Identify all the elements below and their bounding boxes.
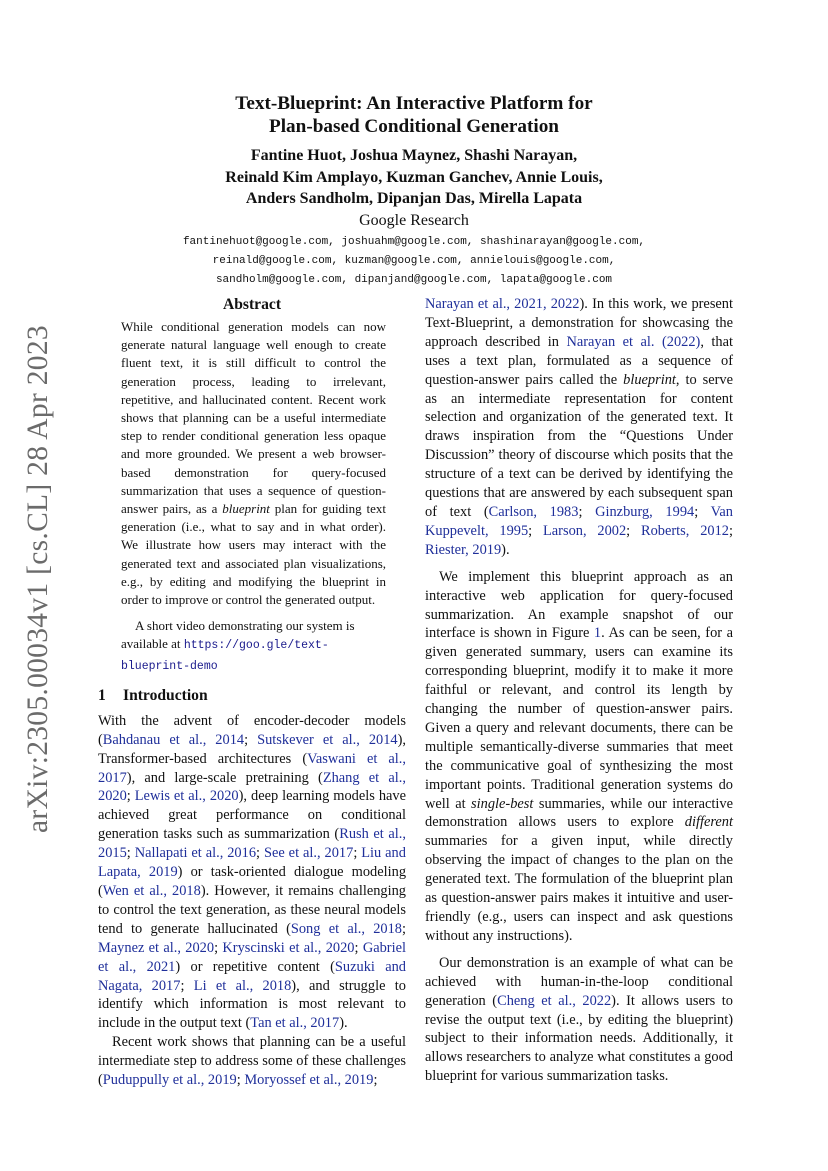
intro-paragraph-1 <box>98 712 406 1033</box>
email-line: fantinehuot@google.com, joshuahm@google.com, shashinarayan@google.com, <box>182 236 646 249</box>
body-text: ) or repetitive content ( <box>175 958 335 975</box>
body-text: ), and struggle to identify which information is most relevant to include in the output text ( <box>98 977 406 1032</box>
citation-link[interactable]: Li et al., 2018 <box>193 977 292 994</box>
citation-link[interactable]: Puduppully et al., 2019 <box>102 1072 237 1089</box>
citation-link[interactable]: Ginzburg, 1994 <box>595 503 695 520</box>
citation-link[interactable]: Bahdanau et al., 2014 <box>102 731 245 748</box>
body-text: ; <box>126 788 135 805</box>
body-text: ; <box>373 1072 378 1089</box>
author-line: Anders Sandholm, Dipanjan Das, Mirella Lapata <box>245 190 583 208</box>
abstract-emphasis: blueprint <box>222 501 270 517</box>
abstract-paragraph <box>121 318 386 609</box>
emphasis-text: single-best <box>471 795 534 812</box>
body-text: ). It allows users to revise the output text (i.e., by editing the blueprint) subject to their information needs. Additionally, it allows researchers to analyze what constitutes a good blueprint for various summarization tasks. <box>425 992 733 1085</box>
citation-link[interactable]: Moryossef et al., 2019 <box>244 1072 374 1089</box>
author-list <box>0 145 828 210</box>
body-text: ; <box>401 920 406 937</box>
body-text: ), and large-scale pretraining ( <box>126 769 323 786</box>
abstract-body <box>98 318 406 676</box>
citation-link[interactable]: Tan et al., 2017 <box>250 1015 340 1032</box>
email-line: sandholm@google.com, dipanjand@google.com, lapata@google.com <box>215 274 613 287</box>
section-title: Introduction <box>123 686 208 704</box>
body-text: Our demonstration is an example of what can be achieved with human-in-the-loop conditional generation ( <box>425 954 733 1009</box>
author-line: Fantine Huot, Joshua Maynez, Shashi Narayan, <box>250 147 578 164</box>
citation-link[interactable]: Lewis et al., 2020 <box>134 788 239 805</box>
citation-link[interactable]: See et al., 2017 <box>263 845 354 862</box>
body-text: summaries for a given input, while directly observing the impact of changes to the plan on the generated text. The formulation of the blueprint plan as question-answer pairs makes it intuitive and user-friendly (e.g., users can inspect and ask questions without any instructions). <box>425 833 733 944</box>
citation-link[interactable]: Narayan et al., 2021, 2022 <box>425 296 580 312</box>
citation-link[interactable]: Kryscinski et al., 2020 <box>222 939 355 956</box>
citation-link[interactable]: Wen et al., 2018 <box>102 883 201 900</box>
body-text: ; <box>578 503 596 520</box>
intro-paragraph-2-continued <box>425 295 733 560</box>
body-text: ; <box>626 522 642 539</box>
body-text: ), deep learning models have achieved great performance on conditional generation tasks such as summarization ( <box>98 788 406 843</box>
intro-paragraph-2-start <box>98 1033 406 1090</box>
intro-paragraph-4 <box>425 954 733 1086</box>
paper-header <box>0 92 828 290</box>
body-text: ; <box>729 522 733 539</box>
section-heading-introduction <box>98 686 406 706</box>
citation-link[interactable]: Riester, 2019 <box>425 541 502 558</box>
arxiv-identifier-stamp: arXiv:2305.00034v1 [cs.CL] 28 Apr 2023 <box>22 325 54 833</box>
body-text: . As can be seen, for a given generated summary, users can examine its corresponding blueprint, modify it to make it more faithful or relevant, and control its length by changing the number of question-answer pairs. Given a query and relevant documents, there can be multiple semantically-diverse summaries that meet the communicative goal of synthesizing the most important points. Traditional generation systems do well at <box>425 625 733 812</box>
citation-link[interactable]: Cheng et al., 2022 <box>497 992 612 1009</box>
body-text: ; <box>126 845 135 862</box>
citation-link[interactable]: 1 <box>593 625 602 642</box>
citation-link[interactable]: Vaswani et al., 2017 <box>98 750 406 786</box>
emphasis-text: blueprint <box>623 371 676 388</box>
citation-link[interactable]: Rush et al., 2015 <box>98 826 406 862</box>
citation-link[interactable]: Zhang et al., 2020 <box>98 769 406 805</box>
citation-link[interactable]: Roberts, 2012 <box>641 522 729 539</box>
body-text: Recent work shows that planning can be a useful intermediate step to address some of these challenges ( <box>98 1034 406 1089</box>
video-note <box>121 617 386 676</box>
body-text: ). However, it remains challenging to control the text generation, as these neural models tend to generate hallucinated ( <box>98 883 406 937</box>
body-text: ), Transformer-based architectures ( <box>98 731 406 767</box>
email-list <box>0 233 828 290</box>
citation-link[interactable]: Narayan et al. (2022) <box>566 333 701 350</box>
citation-link[interactable]: Song et al., 2018 <box>290 920 402 937</box>
body-text: ; <box>256 845 264 862</box>
citation-link[interactable]: Larson, 2002 <box>543 522 627 539</box>
body-text: summaries, while our interactive demonstration allows users to explore <box>425 795 733 831</box>
right-column <box>425 295 733 1086</box>
citation-link[interactable]: Suzuki and Nagata, 2017 <box>98 958 406 994</box>
body-text: ; <box>214 939 223 956</box>
abstract-text-end: plan for guiding text generation (i.e., what to say and in what order). We illustrate how users may interact with the generated text and associated plan visualizations, e.g., by editing and modifying the blueprint in order to improve or control the generated output. <box>121 501 386 608</box>
video-link[interactable]: https://goo.gle/text-blueprint-demo <box>121 639 329 673</box>
body-text: ; <box>180 977 194 994</box>
video-note-text: A short video demonstrating our system is available at <box>121 618 355 652</box>
paper-title <box>0 92 828 138</box>
body-text: With the advent of encoder-decoder models ( <box>98 712 406 748</box>
body-text: ; <box>236 1072 245 1089</box>
title-line: Plan-based Conditional Generation <box>269 116 559 137</box>
body-text: ; <box>244 731 258 748</box>
citation-link[interactable]: Carlson, 1983 <box>488 503 579 520</box>
section-number: 1 <box>98 686 106 704</box>
citation-link[interactable]: Maynez et al., 2020 <box>98 939 215 956</box>
body-text: We implement this blueprint approach as an interactive web application for query-focused summarization. An example snapshot of our interface is shown in Figure <box>425 568 733 642</box>
body-text: ) or task-oriented dialogue modeling ( <box>98 864 407 900</box>
affiliation: Google Research <box>359 212 469 230</box>
body-text: ; <box>353 845 362 862</box>
body-text: , that uses a text plan, formulated as a sequence of question-answer pairs called the <box>425 333 733 388</box>
body-text: ). In this work, we present Text-Blueprint, a demonstration for showcasing the approach described in <box>425 296 733 350</box>
body-text: ; <box>528 522 543 539</box>
author-line: Reinald Kim Amplayo, Kuzman Ganchev, Annie Louis, <box>225 168 603 186</box>
body-text: ). <box>501 541 510 558</box>
citation-link[interactable]: Liu and Lapata, 2019 <box>98 845 406 881</box>
emphasis-text: different <box>684 814 733 831</box>
citation-link[interactable]: Sutskever et al., 2014 <box>257 731 398 748</box>
body-text: ; <box>694 503 711 520</box>
email-line: reinald@google.com, kuzman@google.com, annielouis@google.com, <box>212 255 616 268</box>
citation-link[interactable]: Van Kuppevelt, 1995 <box>425 503 733 539</box>
intro-paragraph-3 <box>425 568 733 946</box>
title-line: Text-Blueprint: An Interactive Platform for <box>235 93 593 114</box>
body-text: ; <box>354 939 363 956</box>
abstract-heading: Abstract <box>222 296 282 313</box>
citation-link[interactable]: Gabriel et al., 2021 <box>98 939 406 975</box>
body-text: , to serve as an intermediate representation for content selection and organization of the generated text. It draws inspiration from the “Questions Under Discussion” theory of discourse which posits that the structure of a text can be derived by identifying the questions that are answered by each subsequent span of text ( <box>425 371 733 520</box>
citation-link[interactable]: Nallapati et al., 2016 <box>134 845 257 862</box>
body-text: ). <box>339 1015 348 1032</box>
abstract-text: While conditional generation models can now generate natural language well enough to create fluent text, it is still difficult to control the generation process, leading to irrelevant, repetitive, and hallucinated content. Recent work shows that planning can be a useful intermediate step to render conditional generation less opaque and more grounded. We present a web browser-based demonstration for query-focused summarization that uses a sequence of question-answer pairs, as a <box>121 319 386 517</box>
left-column <box>98 295 406 1090</box>
